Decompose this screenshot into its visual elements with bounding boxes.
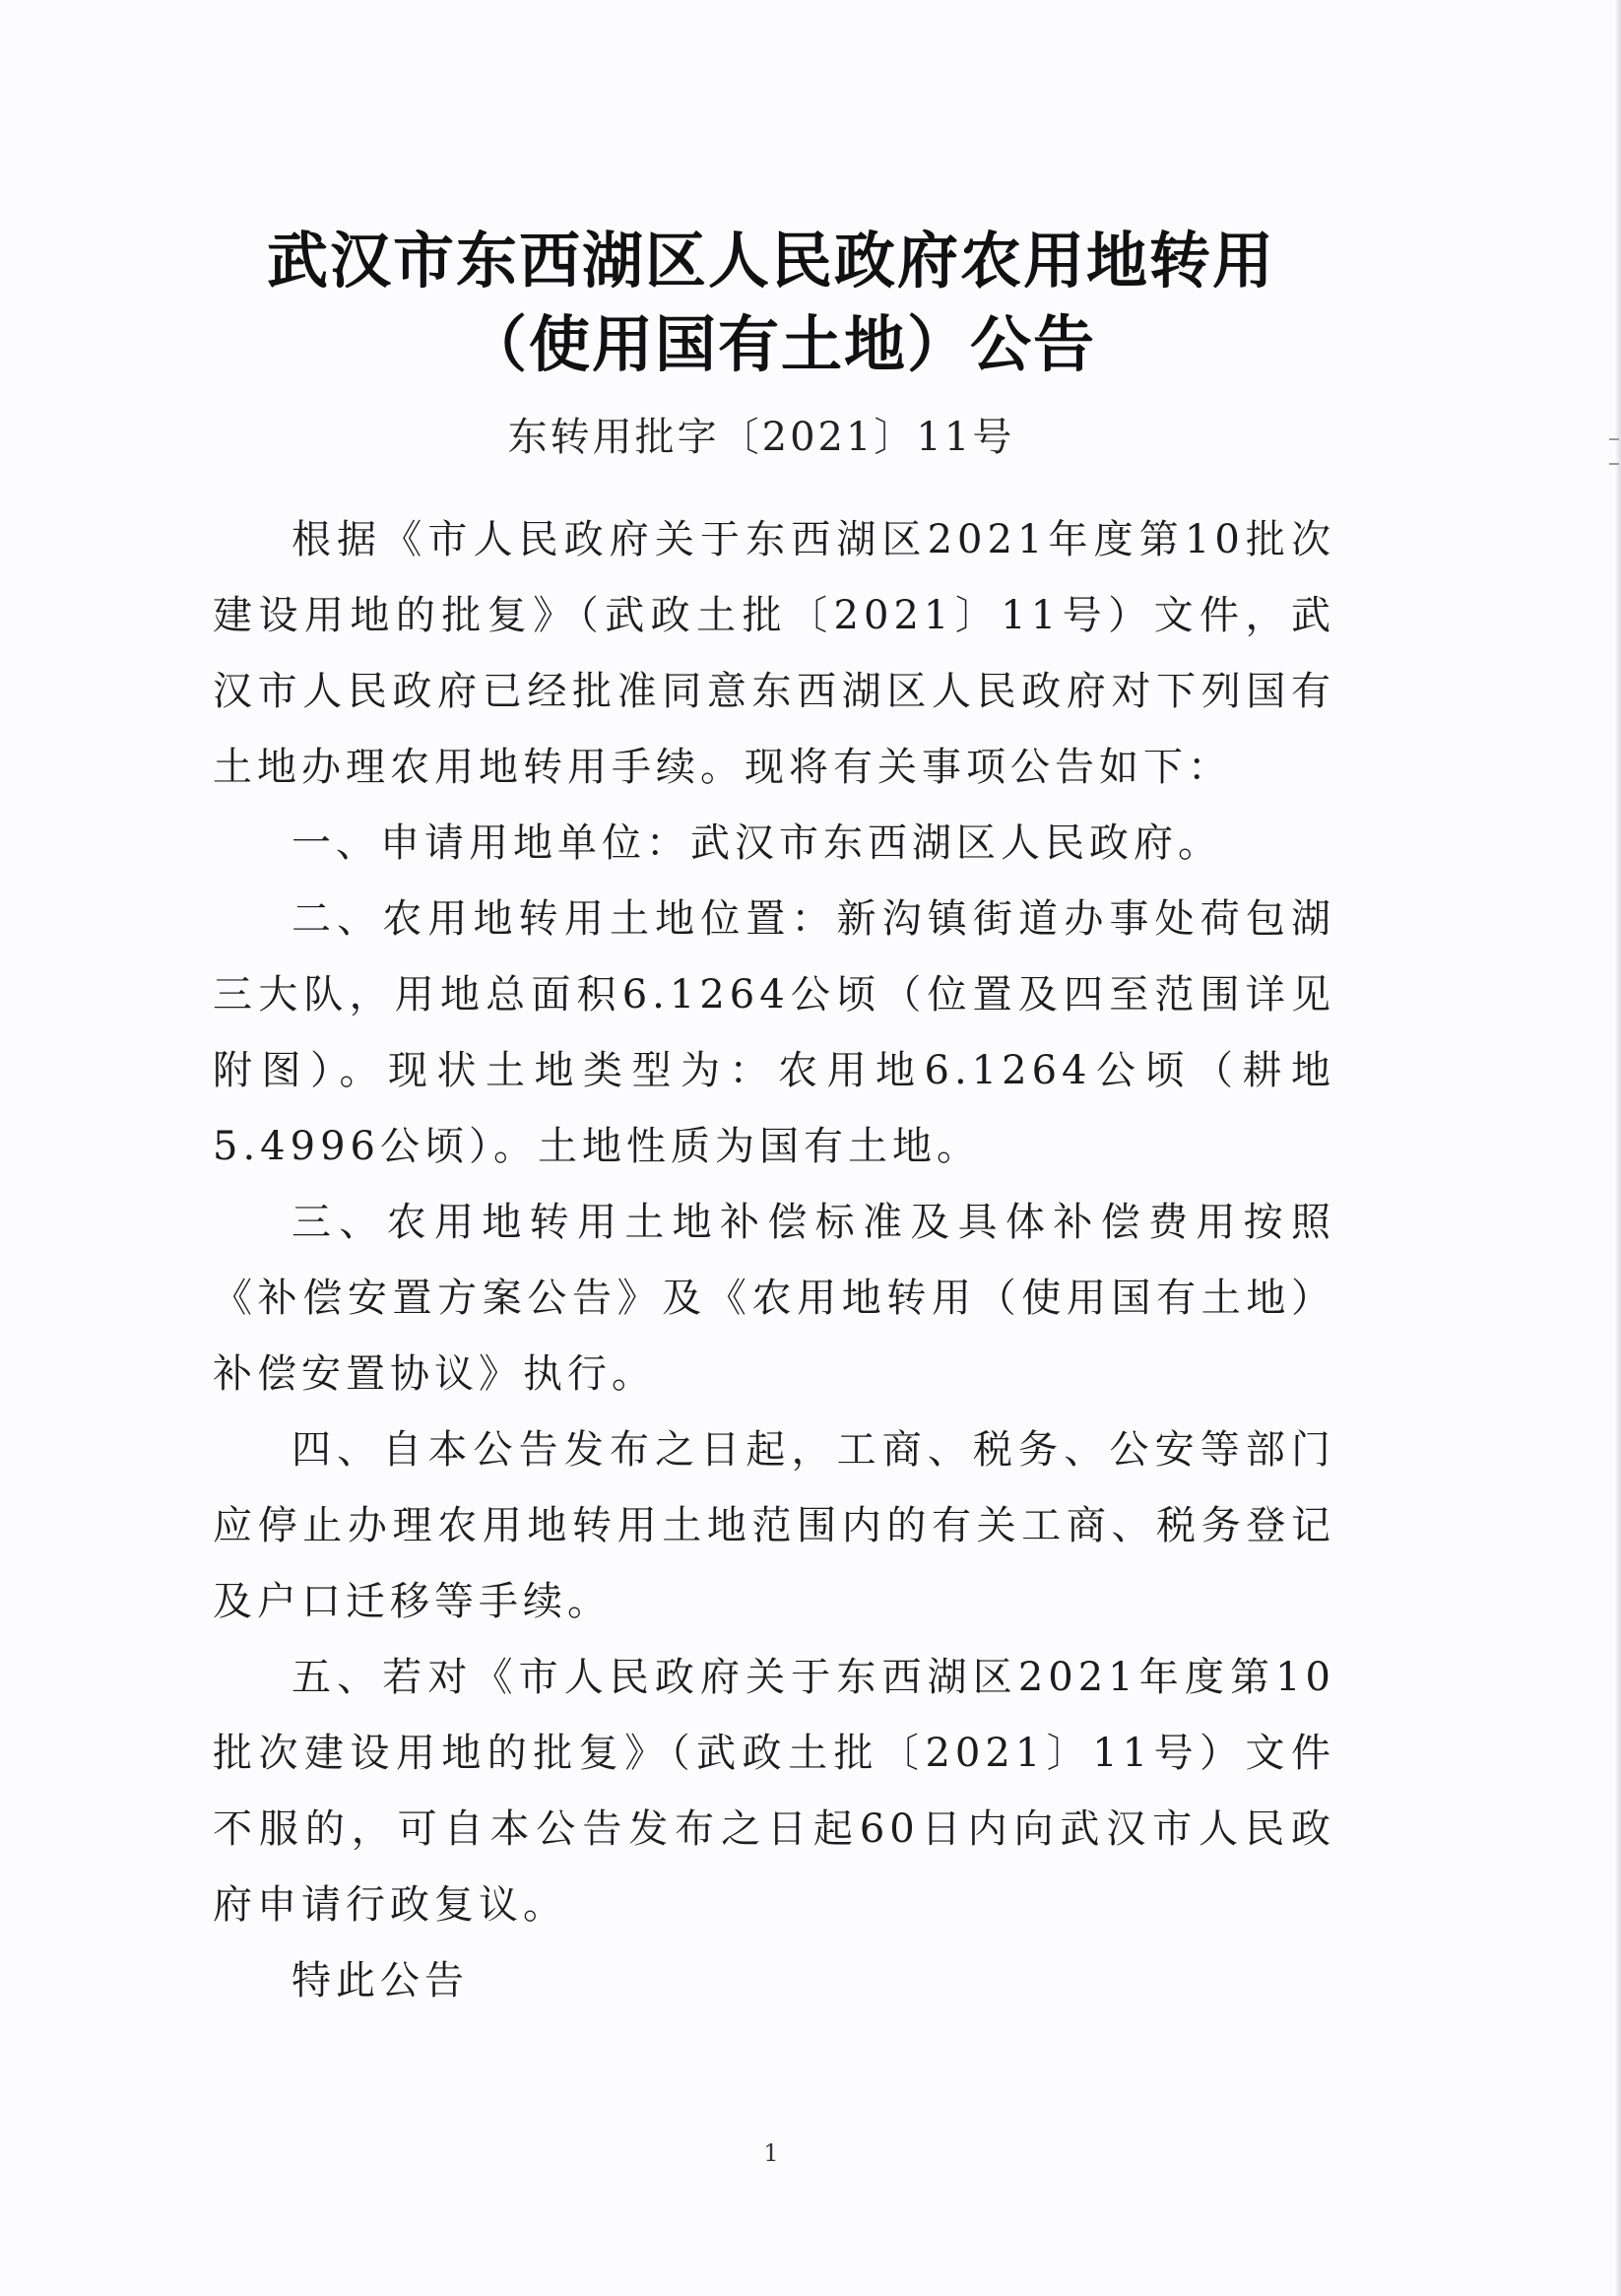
document-number: 东转用批字〔2021〕11号 xyxy=(507,415,1015,460)
paragraph-closing: 特此公告 xyxy=(292,1958,469,2003)
paragraph-item-3: 三、农用地转用土地补偿标准及具体补偿费用按照《补偿安置方案公告》及《农用地转用（使用国有土地）补偿安置协议》执行。 xyxy=(213,1200,1335,1397)
document-body xyxy=(213,502,1335,2019)
paragraph-item-4: 四、自本公告发布之日起，工商、税务、公安等部门应停止办理农用地转用土地范围内的有关工商、税务登记及户口迁移等手续。 xyxy=(213,1427,1335,1624)
scan-edge-mark xyxy=(1609,438,1619,440)
scan-edge-mark xyxy=(1609,463,1619,465)
paragraph-item-5: 五、若对《市人民政府关于东西湖区2021年度第10批次建设用地的批复》（武政土批〔2021〕11号）文件不服的，可自本公告发布之日起60日内向武汉市人民政府申请行政复议。 xyxy=(213,1655,1335,1928)
document-title-line1: 武汉市东西湖区人民政府农用地转用 xyxy=(266,225,1275,296)
document-title-line2: （使用国有土地）公告 xyxy=(465,308,1096,380)
paragraph-intro: 根据《市人民政府关于东西湖区2021年度第10批次建设用地的批复》（武政土批〔2021〕11号）文件，武汉市人民政府已经批准同意东西湖区人民政府对下列国有土地办理农用地转用手续。现将有关事项公告如下： xyxy=(213,517,1335,790)
scan-edge-shadow xyxy=(1615,0,1621,2296)
page-number: 1 xyxy=(763,2139,779,2167)
paragraph-item-2: 二、农用地转用土地位置：新沟镇街道办事处荷包湖三大队，用地总面积6.1264公顷（位置及四至范围详见附图）。现状土地类型为：农用地6.1264公顷（耕地5.4996公顷）。土地性质为国有土地。 xyxy=(213,896,1335,1169)
paragraph-item-1: 一、申请用地单位：武汉市东西湖区人民政府。 xyxy=(292,820,1222,866)
